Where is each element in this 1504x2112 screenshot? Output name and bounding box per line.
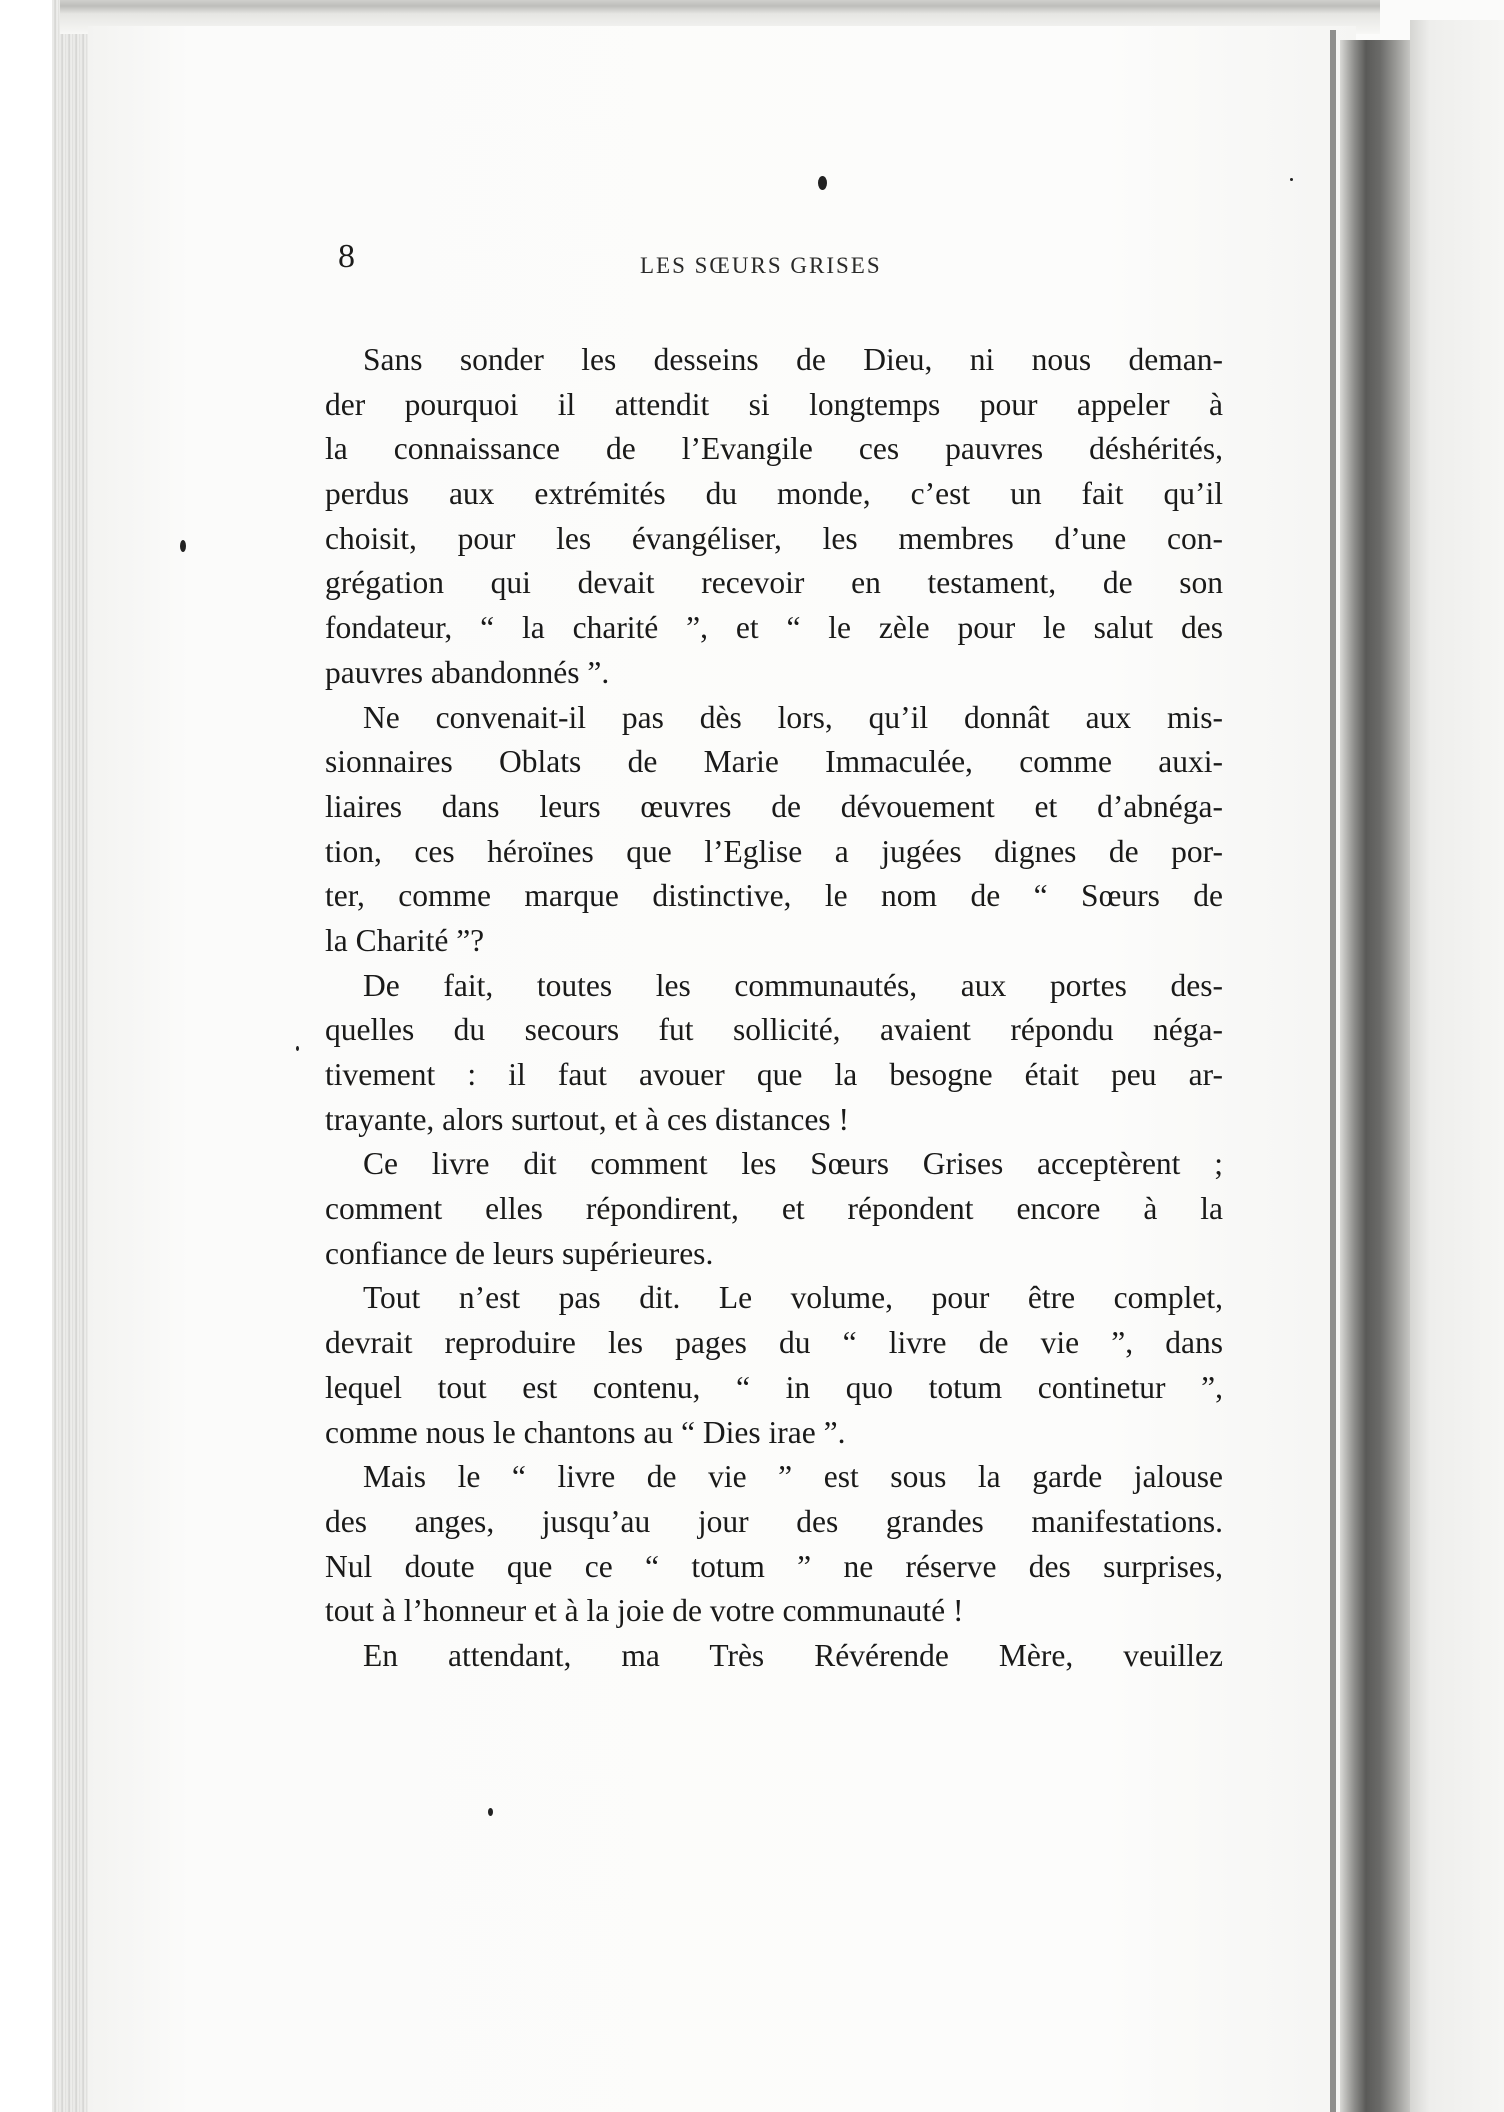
text-line: quelles du secours fut sollicité, avaient répondu néga- <box>325 1012 1223 1048</box>
text-line: tion, ces héroïnes que l’Eglise a jugées dignes de por- <box>325 833 1223 869</box>
text-line: la connaissance de l’Evangile ces pauvres déshérités, <box>325 431 1223 467</box>
dust-speck <box>296 1046 299 1051</box>
text-line: Ne convenait-il pas dès lors, qu’il donnât aux mis- <box>363 699 1223 735</box>
text-line: comme nous le chantons au “ Dies irae ”. <box>325 1414 846 1450</box>
text-line: confiance de leurs supérieures. <box>325 1235 714 1271</box>
text-line: Sans sonder les desseins de Dieu, ni nous deman- <box>363 342 1223 377</box>
text-line: tout à l’honneur et à la joie de votre communauté ! <box>325 1593 964 1629</box>
page-header <box>0 240 1504 300</box>
text-line: lequel tout est contenu, “ in quo totum continetur ”, <box>325 1369 1223 1405</box>
dust-speck <box>818 176 827 190</box>
text-line: grégation qui devait recevoir en testament, de son <box>325 565 1223 601</box>
page-edges <box>52 0 92 2112</box>
text-line: sionnaires Oblats de Marie Immaculée, comme auxi- <box>325 744 1223 780</box>
running-head: LES SŒURS GRISES <box>640 253 882 278</box>
text-line: fondateur, “ la charité ”, et “ le zèle pour le salut des <box>325 610 1223 646</box>
text-line: des anges, jusqu’au jour des grandes manifestations. <box>325 1503 1223 1539</box>
book-gutter-shadow <box>1340 40 1410 2112</box>
text-line: choisit, pour les évangéliser, les membres d’une con- <box>325 520 1223 556</box>
text-line: liaires dans leurs œuvres de dévouement et d’abnéga- <box>325 788 1223 824</box>
body-text <box>325 338 1223 1679</box>
text-line: Ce livre dit comment les Sœurs Grises acceptèrent ; <box>363 1146 1223 1182</box>
book-cover-edge <box>1410 20 1504 2112</box>
text-line: Mais le “ livre de vie ” est sous la garde jalouse <box>363 1459 1223 1495</box>
text-line: ter, comme marque distinctive, le nom de “ Sœurs de <box>325 878 1223 914</box>
dust-speck <box>1290 178 1293 181</box>
text-line: trayante, alors surtout, et à ces distances ! <box>325 1101 849 1137</box>
text-line: De fait, toutes les communautés, aux portes des- <box>363 967 1223 1003</box>
text-line: Tout n’est pas dit. Le volume, pour être complet, <box>363 1280 1223 1316</box>
text-line: En attendant, ma Très Révérende Mère, veuillez <box>363 1637 1223 1673</box>
page-number: 8 <box>338 238 355 275</box>
text-line: pauvres abandonnés ”. <box>325 654 610 690</box>
dust-speck <box>180 540 186 552</box>
dust-speck <box>488 1808 493 1816</box>
text-line: perdus aux extrémités du monde, c’est un fait qu’il <box>325 476 1223 512</box>
text-line: Nul doute que ce “ totum ” ne réserve des surprises, <box>325 1548 1223 1584</box>
text-line: devrait reproduire les pages du “ livre de vie ”, dans <box>325 1325 1223 1361</box>
text-line: comment elles répondirent, et répondent encore à la <box>325 1191 1223 1227</box>
text-line: der pourquoi il attendit si longtemps pour appeler à <box>325 386 1223 422</box>
text-line: tivement : il faut avouer que la besogne était peu ar- <box>325 1057 1223 1092</box>
text-line: la Charité ”? <box>325 922 485 958</box>
gutter-line <box>1330 30 1336 2112</box>
